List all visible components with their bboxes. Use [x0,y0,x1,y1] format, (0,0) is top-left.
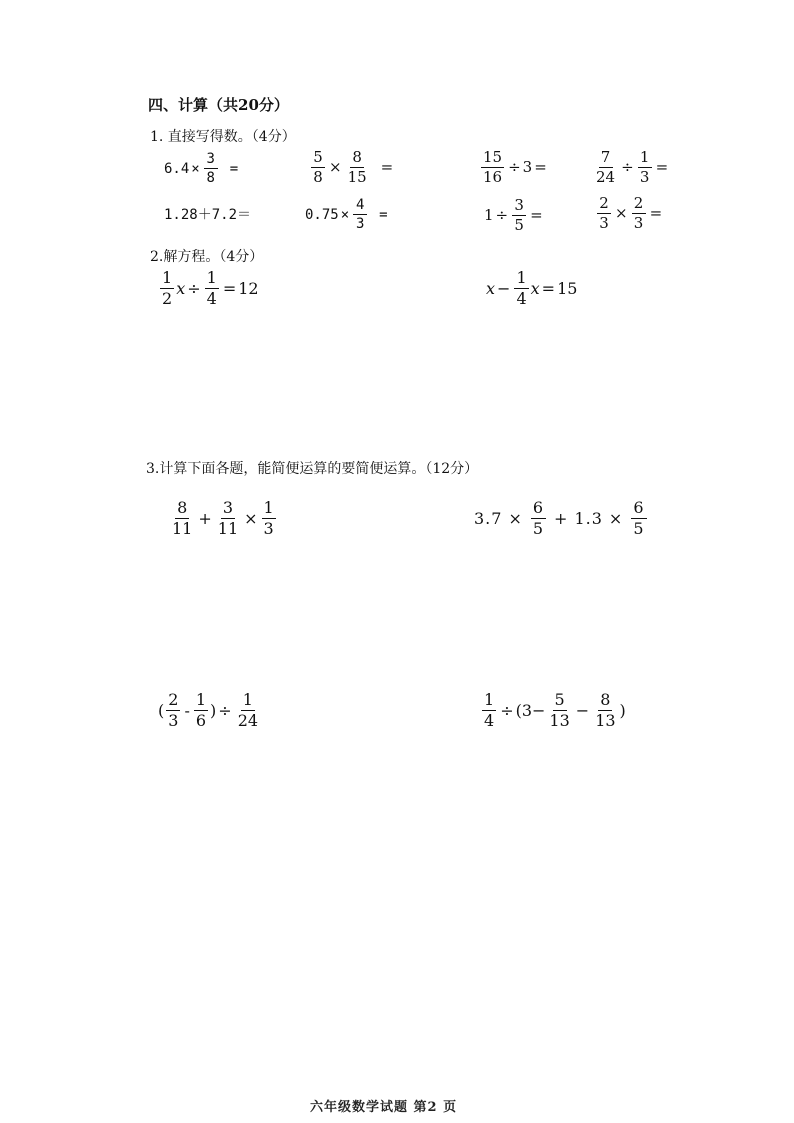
equals-sign: = [222,278,237,298]
fraction [170,500,194,537]
equals-sign: = [649,204,663,222]
numerator: 1 [206,268,217,287]
fraction [311,150,325,185]
number: 1 [484,206,494,224]
variable-x: x [176,278,186,298]
q3-problem-4 [480,692,626,729]
numerator: 7 [599,150,613,168]
number: 3 [522,158,533,176]
numerator: 3 [204,152,218,169]
right-paren: ) [210,700,217,720]
divide-sign: ÷ [500,700,514,720]
denominator: 5 [532,519,545,538]
q3-problem-2 [474,500,649,537]
denominator: 4 [516,289,527,308]
times-sign: × [329,158,342,176]
q1-row2-expr-a: 1.28＋7.2＝ [164,207,252,223]
number: 6.4 [164,160,190,177]
numerator: 2 [597,196,611,214]
left-paren: (3− [515,700,546,720]
numerator: 6 [532,498,545,517]
times-sign: × [244,508,258,528]
fraction [547,692,571,729]
number: 0.75 [305,206,339,223]
denominator: 6 [195,711,207,730]
times-sign: × [615,204,628,222]
numerator: 5 [311,150,325,168]
q2-equation-2 [486,270,577,307]
q1-row2-expr-d [595,196,664,231]
equals-sign: = [380,158,394,176]
q3-problem-1 [168,500,278,537]
fraction [531,500,546,537]
numerator: 1 [516,268,527,287]
numerator: 4 [353,198,367,215]
denominator: 11 [217,519,239,538]
denominator: 3 [263,519,274,538]
right-paren: ) [619,700,626,720]
fraction [262,500,276,537]
times-sign: × [608,508,624,528]
numerator: 5 [554,690,565,709]
numerator: 8 [350,150,364,168]
number: 15 [557,278,578,298]
minus-sign: − [497,278,511,298]
variable-x: x [530,278,540,298]
denominator: 8 [206,170,215,186]
denominator: 4 [206,289,217,308]
q1-row2-expr-c [484,198,545,233]
fraction [194,692,208,729]
fraction [631,500,646,537]
denominator: 3 [168,711,179,730]
variable-x: x [486,278,496,298]
question-2-title: 2.解方程。（4分） [150,249,264,265]
numerator: 1 [263,498,274,517]
fraction [205,270,219,307]
numerator: 2 [168,690,179,709]
divide-sign: ÷ [621,158,634,176]
denominator: 13 [549,711,570,730]
divide-sign: ÷ [495,206,509,224]
fraction [160,270,174,307]
number: 1.3 [574,508,603,528]
denominator: 15 [347,168,367,186]
numerator: 1 [242,690,253,709]
fraction [514,270,528,307]
denominator: 11 [172,519,193,538]
denominator: 3 [633,214,644,232]
q1-row1-expr-c [479,150,549,185]
fraction [346,150,369,185]
denominator: 5 [633,519,645,538]
equals-sign: = [655,158,669,176]
plus-sign: + [198,508,212,528]
numerator: 1 [195,690,207,709]
question-3-title: 3.计算下面各题，能简便运算的要简便运算。（12分） [146,461,479,477]
question-1-title: 1. 直接写得数。（4分） [150,129,296,145]
numerator: 3 [222,498,234,517]
times-sign: × [191,160,200,177]
plus-sign: + [554,508,569,528]
q1-row1-expr-a [164,152,240,185]
numerator: 1 [162,268,173,287]
numerator: 8 [177,498,188,517]
equals-sign: = [379,206,388,223]
fraction [594,150,617,185]
denominator: 8 [313,168,323,186]
denominator: 16 [483,168,503,186]
minus-sign: - [184,700,190,720]
fraction [597,196,611,231]
fraction [236,692,260,729]
fraction [216,500,240,537]
number: 3.7 [474,508,503,528]
q1-row1-expr-b [309,150,395,185]
minus-sign: − [575,700,590,720]
fraction [482,692,496,729]
left-paren: ( [158,700,165,720]
numerator: 2 [632,196,646,214]
numerator: 1 [638,150,652,168]
times-sign: × [508,508,523,528]
numerator: 6 [633,498,645,517]
denominator: 3 [639,168,650,186]
section-title: 四、计算（共20分） [148,96,289,114]
divide-sign: ÷ [187,278,201,298]
divide-sign: ÷ [508,158,521,176]
denominator: 13 [595,711,616,730]
denominator: 24 [596,168,616,186]
fraction [204,152,218,185]
fraction [638,150,652,185]
numerator: 3 [512,198,526,216]
fraction [632,196,646,231]
equals-sign: = [541,278,556,298]
number: 12 [238,278,259,298]
denominator: 4 [484,711,495,730]
page-footer: 六年级数学试题 第2 页 [310,1100,458,1115]
denominator: 2 [162,289,173,308]
fraction [353,198,367,231]
denominator: 3 [599,214,609,232]
equals-sign: = [530,206,543,224]
q1-row2-expr-b [305,198,390,231]
numerator: 1 [484,690,495,709]
numerator: 15 [483,148,503,166]
q3-problem-3 [158,692,262,729]
times-sign: × [340,206,350,223]
numerator: 8 [600,690,611,709]
denominator: 24 [237,711,259,730]
fraction [593,692,617,729]
equals-sign: = [229,160,239,177]
fraction [166,692,180,729]
q2-equation-1 [158,270,259,307]
equals-sign: = [534,158,547,176]
denominator: 5 [514,216,524,234]
fraction [481,150,504,185]
divide-sign: ÷ [218,700,232,720]
fraction [512,198,526,233]
q1-row1-expr-d [592,150,670,185]
denominator: 3 [355,216,365,232]
